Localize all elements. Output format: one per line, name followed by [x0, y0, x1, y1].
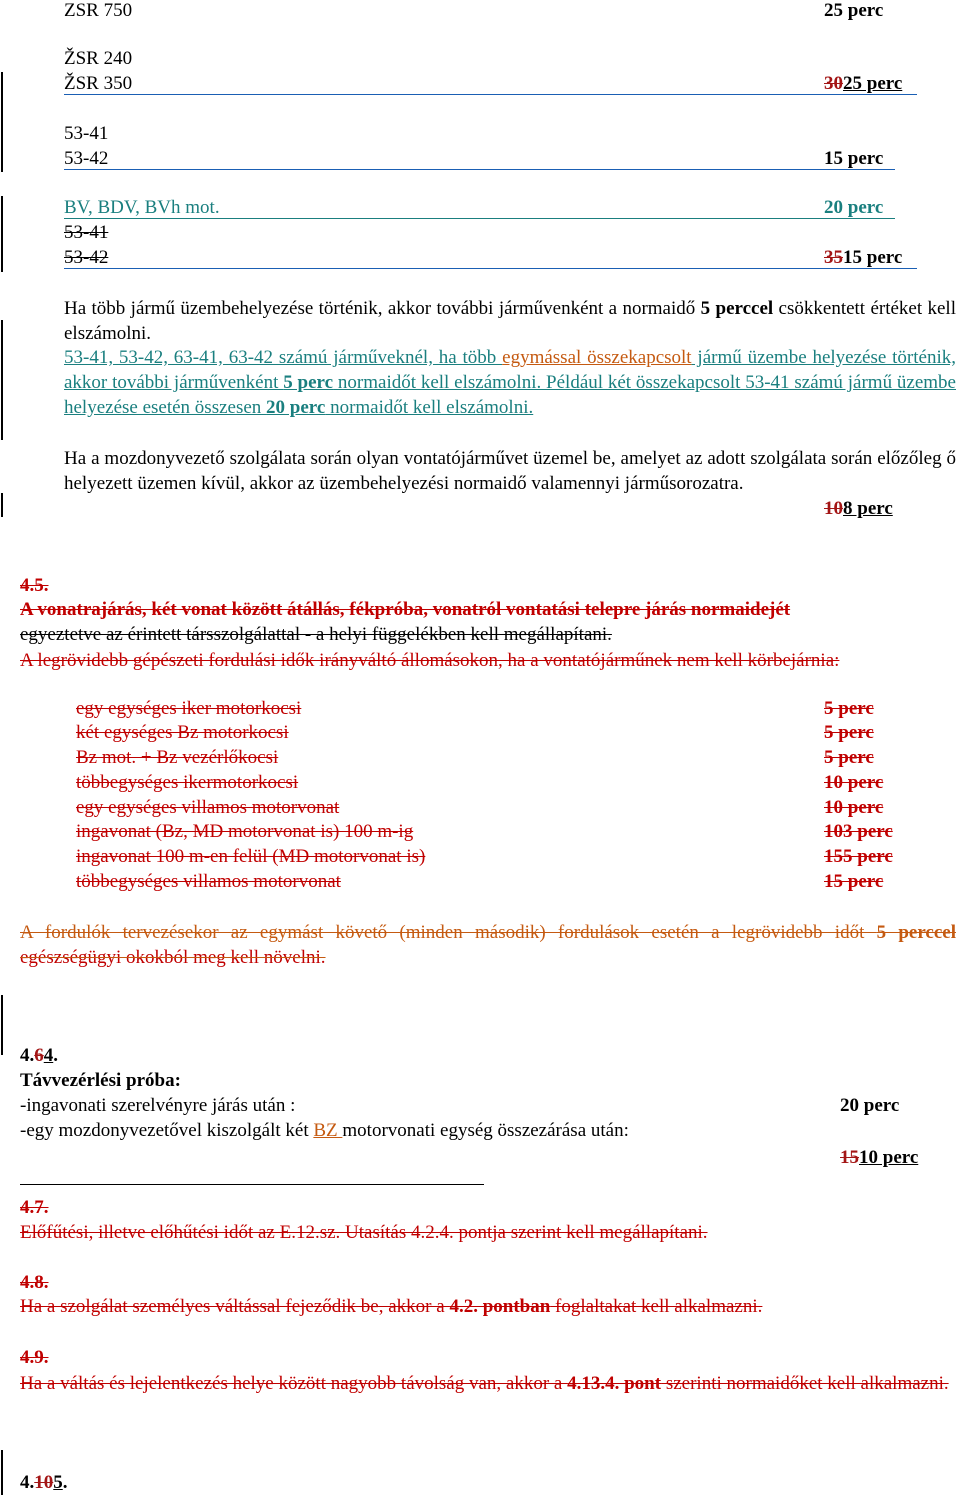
row-label: 53-42 [64, 247, 109, 268]
row-label: BV, BDV, BVh mot. [64, 197, 220, 218]
underline [64, 268, 917, 269]
table-label: többegységes villamos motorvonat [76, 871, 341, 892]
paragraph-deleted: A fordulók tervezésekor az egymást követő (minden második) fordulások esetén a legrövidebb időt 5 perccel egészségügyi okokból meg kell növelni. [20, 922, 956, 968]
table-value: 10 perc [824, 772, 884, 793]
section-number: 4.5. [20, 575, 49, 596]
row-value: 20 perc [824, 197, 884, 218]
row-label: 53-42 [64, 148, 109, 169]
change-bar [1, 493, 3, 517]
section-title: Távvezérlési próba: [20, 1070, 181, 1091]
row-value: 3025 perc [824, 73, 903, 94]
paragraph-deleted: Ha a váltás és lejelentkezés helye között nagyobb távolság van, akkor a 4.13.4. pont szerinti normaidőket kell alkalmazni. [20, 1373, 949, 1394]
change-bar [1, 995, 3, 1055]
text-line: egyeztetve az érintett társszolgálattal - a helyi függelékben kell megállapítani. [20, 624, 612, 645]
separator [20, 1184, 484, 1185]
change-bar [1, 1450, 3, 1495]
table-value: 5 perc [824, 698, 874, 719]
table-value: 10 perc [824, 797, 884, 818]
text-line: Ha a szolgálat személyes váltással fejeződik be, akkor a 4.2. pontban foglaltakat kell alkalmazni. [20, 1296, 763, 1317]
text-line: -egy mozdonyvezetővel kiszolgált két BZ motorvonati egység összezárása után: [20, 1120, 629, 1141]
row-value: 3515 perc [824, 247, 903, 268]
row-label: 53-41 [64, 222, 109, 243]
row-value: 108 perc [824, 498, 893, 519]
row-value: 15 perc [824, 148, 884, 169]
section-title: A vonatrajárás, két vonat között átállás, fékpróba, vonatról vontatási telepre járás normaidejét [20, 599, 791, 620]
text-line: -ingavonati szerelvényre járás után : [20, 1095, 296, 1116]
change-bar [1, 320, 3, 440]
underline [64, 94, 917, 95]
row-label: 53-41 [64, 123, 109, 144]
underline [64, 218, 895, 219]
row-value: 1510 perc [840, 1147, 919, 1168]
table-value: 155 perc [824, 846, 893, 867]
row-label: ZSR 750 [64, 0, 133, 21]
paragraph: Ha több jármű üzembehelyezése történik, akkor további járművenként a normaidő 5 perccel csökkentett értéket kell elszámolni. [64, 298, 956, 344]
paragraph-inserted: 53-41, 53-42, 63-41, 63-42 számú járműveknél, ha több egymással összekapcsolt jármű üzembe helyezése történik, akkor további járművenként 5 perc normaidőt kell elszámolni. Például két összekapcsolt 53-41 számú jármű üzembe helyezése esetén összesen 20 perc normaidőt kell elszámolni. [64, 347, 956, 418]
row-value: 20 perc [840, 1095, 900, 1116]
table-label: két egységes Bz motorkocsi [76, 722, 289, 743]
change-bar [1, 196, 3, 272]
table-label: egy egységes villamos motorvonat [76, 797, 340, 818]
section-number: 4.8. [20, 1272, 49, 1293]
section-number: 4.9. [20, 1347, 49, 1368]
paragraph: Ha a mozdonyvezető szolgálata során olyan vontatójárművet üzemel be, amelyet az adott szolgálata során előzőleg ő helyezett üzemen kívül, akkor az üzembehelyezési normaidő valamennyi járműsorozatra. [64, 448, 956, 494]
change-bar [1, 72, 3, 172]
row-label: ŽSR 240 [64, 48, 133, 69]
row-value: 25 perc [824, 0, 884, 21]
table-label: egy egységes iker motorkocsi [76, 698, 302, 719]
text-line: Előfűtési, illetve előhűtési időt az E.12.sz. Utasítás 4.2.4. pontja szerint kell megállapítani. [20, 1222, 708, 1243]
table-label: ingavonat 100 m-en felül (MD motorvonat is) [76, 846, 426, 867]
paragraph-deleted: A legrövidebb gépészeti fordulási idők irányváltó állomásokon, ha a vontatójárműnek nem kell körbejárnia: [20, 650, 840, 671]
table-value: 5 perc [824, 747, 874, 768]
table-label: többegységes ikermotorkocsi [76, 772, 299, 793]
table-value: 5 perc [824, 722, 874, 743]
table-label: Bz mot. + Bz vezérlőkocsi [76, 747, 279, 768]
section-number: 4.7. [20, 1197, 49, 1218]
table-label: ingavonat (Bz, MD motorvonat is) 100 m-ig [76, 821, 414, 842]
row-label: ŽSR 350 [64, 73, 133, 94]
underline [64, 169, 895, 170]
table-value: 103 perc [824, 821, 893, 842]
section-number: 4.64. [20, 1045, 58, 1066]
section-number: 4.105. [20, 1472, 68, 1493]
table-value: 15 perc [824, 871, 884, 892]
